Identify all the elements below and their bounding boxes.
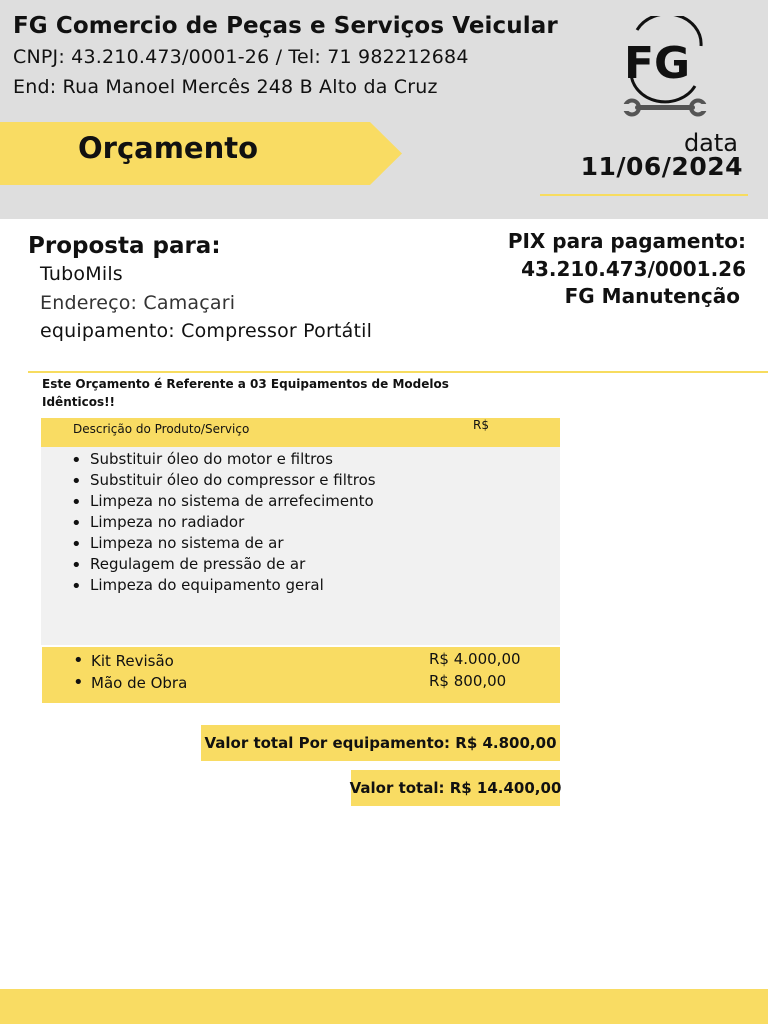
cost-value: R$ 800,00	[429, 672, 507, 690]
logo-text: FG	[624, 38, 691, 89]
client-equipment: equipamento: Compressor Portátil	[40, 320, 373, 342]
services-list	[71, 449, 391, 596]
date-label: data	[683, 129, 738, 157]
list-item: • Regulagem de pressão de ar	[71, 554, 391, 575]
list-item: • Limpeza no sistema de ar	[71, 533, 391, 554]
list-item: • Limpeza no radiador	[71, 512, 391, 533]
cost-label: Kit Revisão	[91, 652, 174, 670]
column-header-description: Descrição do Produto/Serviço	[73, 422, 250, 436]
cost-row	[73, 672, 543, 694]
column-header-price: R$	[473, 418, 489, 432]
cost-label: Mão de Obra	[91, 674, 188, 692]
company-address: End: Rua Manoel Mercês 248 B Alto da Cruz	[13, 76, 438, 98]
company-name: FG Comercio de Peças e Serviços Veicular	[13, 13, 558, 39]
date-value: 11/06/2024	[580, 152, 743, 181]
total-per-equipment: Valor total Por equipamento: R$ 4.800,00	[201, 725, 560, 761]
company-cnpj-phone: CNPJ: 43.210.473/0001-26 / Tel: 71 982212684	[13, 46, 469, 68]
section-divider	[28, 371, 768, 373]
bullet-icon: •	[73, 650, 84, 671]
pix-key: 43.210.473/0001.26	[521, 257, 746, 281]
pix-recipient: FG Manutenção	[564, 284, 740, 308]
list-item: • Substituir óleo do motor e filtros	[71, 449, 391, 470]
list-item: • Limpeza do equipamento geral	[71, 575, 391, 596]
fg-wrench-logo-icon	[617, 16, 713, 120]
cost-row	[73, 650, 543, 672]
document-title: Orçamento	[78, 131, 259, 165]
proposal-heading: Proposta para:	[28, 233, 221, 259]
client-name: TuboMils	[40, 263, 123, 285]
footer-band	[0, 989, 768, 1024]
list-item: • Limpeza no sistema de arrefecimento	[71, 491, 391, 512]
client-address: Endereço: Camaçari	[40, 292, 236, 314]
grand-total: Valor total: R$ 14.400,00	[351, 770, 560, 806]
pix-heading: PIX para pagamento:	[507, 229, 746, 253]
date-underline	[540, 194, 748, 196]
budget-note: Este Orçamento é Referente a 03 Equipamentos de Modelos Idênticos!!	[42, 377, 449, 409]
list-item: • Substituir óleo do compressor e filtros	[71, 470, 391, 491]
cost-value: R$ 4.000,00	[429, 650, 521, 668]
bullet-icon: •	[73, 672, 84, 693]
